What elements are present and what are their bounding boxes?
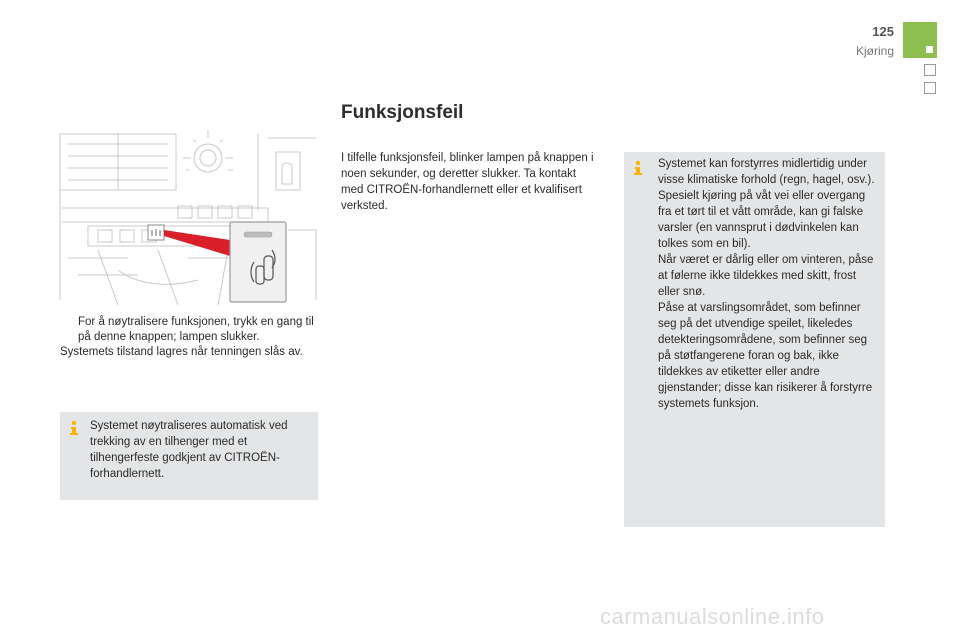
page-number: 125 <box>872 24 894 39</box>
chapter-tab-active <box>903 22 937 58</box>
section-label: Kjøring <box>855 44 894 58</box>
instruction-text <box>60 315 322 360</box>
section-heading: Funksjonsfeil <box>341 102 464 123</box>
watermark-text: carmanualsonline.info <box>600 604 825 629</box>
info-paragraph: Systemet kan forstyrres midlertidig under visse klimatiske forhold (regn, hagel, osv.). <box>658 158 875 186</box>
info-box-text: Systemet nøytraliseres automatisk ved trekking av en tilhenger med et tilhengerfeste godkjent av CITROËN-forhandlernett. <box>90 420 288 480</box>
info-box-conditions <box>624 152 885 527</box>
info-paragraph: Spesielt kjøring på våt vei eller overgang fra et tørt til et vått område, kan gi falske varsler (en vannsprut i dødvinkelen kan tolkes som en bil). <box>658 190 866 250</box>
info-paragraph: Når været er dårlig eller om vinteren, påse at følerne ikke tildekkes med skitt, frost eller snø. <box>658 254 874 298</box>
bullet-item-text: For å nøytralisere funksjonen, trykk en gang til på denne knappen; lampen slukker. <box>78 316 314 343</box>
dashboard-button-illustration <box>58 130 320 308</box>
info-box-text <box>658 156 880 412</box>
info-paragraph: Påse at varslingsområdet, som befinner seg på det utvendige speilet, likeledes detekteringsområdene, som befinner seg på støtfangerene foran og bak, ikke tildekkes av etiketter eller andre gjenstander; disse kan risikerer å forstyrre systemets funksjon. <box>658 302 873 410</box>
malfunction-text: I tilfelle funksjonsfeil, blinker lampen på knappen i noen sekunder, og deretter slukker. Ta kontakt med CITROËN-forhandlernett eller et kvalifisert verksted. <box>341 152 594 212</box>
chapter-tab <box>924 82 936 94</box>
info-icon <box>68 420 80 436</box>
state-saved-text: Systemets tilstand lagres når tenningen slås av. <box>60 346 303 358</box>
info-icon <box>632 160 644 176</box>
bullet-item <box>60 315 322 345</box>
chapter-tab <box>924 64 936 76</box>
info-box-trailer <box>60 412 318 500</box>
